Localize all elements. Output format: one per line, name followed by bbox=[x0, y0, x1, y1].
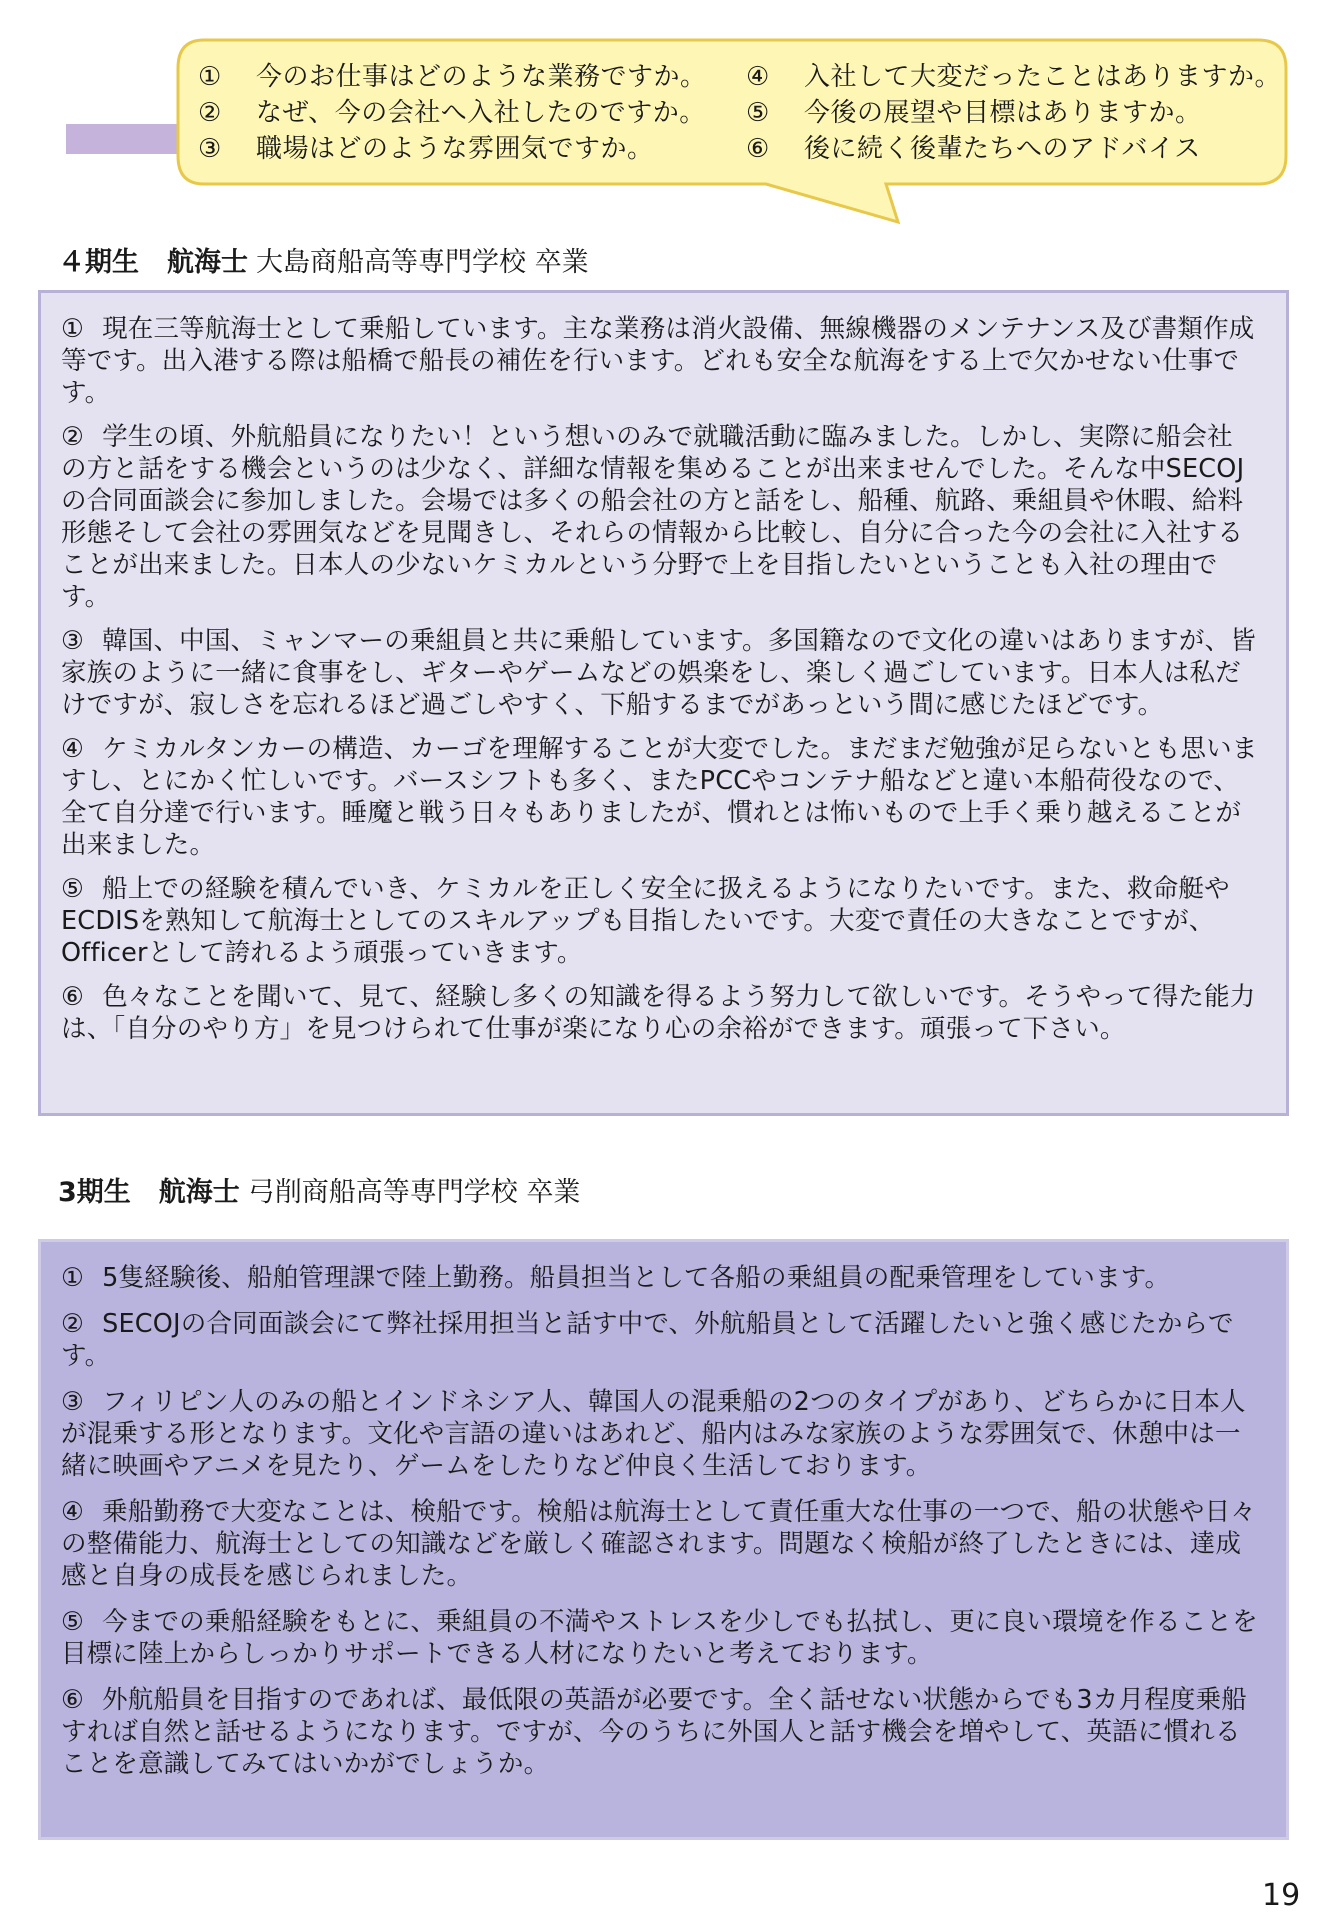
question-list bbox=[198, 60, 1286, 166]
section1-answer-box bbox=[38, 290, 1289, 1116]
section1-heading bbox=[58, 246, 589, 280]
answer-paragraph: ⑤ 今までの乗船経験をもとに、乗組員の不満やストレスを少しでも払拭し、更に良い環境を作ることを目標に陸上からしっかりサポートできる人材になりたいと考えております。 bbox=[61, 1607, 1258, 1669]
answer-paragraph: ⑥ 外航船員を目指すのであれば、最低限の英語が必要です。全く話せない状態からでも3カ月程度乗船すれば自然と話せるようになります。ですが、今のうちに外国人と話す機会を増やして、英語に慣れることを意識してみてはいかがでしょうか。 bbox=[61, 1685, 1247, 1779]
answer-paragraph: ② SECOJの合同面談会にて弊社採用担当と話す中で、外航船員として活躍したいと強く感じたからです。 bbox=[61, 1309, 1234, 1371]
answer-paragraph: ⑥ 色々なことを聞いて、見て、経験し多くの知識を得るよう努力して欲しいです。そうやって得た能力は、「自分のやり方」を見つけられて仕事が楽になり心の余裕ができます。頑張って下さい。 bbox=[61, 982, 1256, 1044]
section2-generation: 3期生 bbox=[58, 1177, 131, 1208]
answer-paragraph: ① 現在三等航海士として乗船しています。主な業務は消火設備、無線機器のメンテナンス及び書類作成等です。出入港する際は船橋で船長の補佐を行います。どれも安全な航海をする上で欠かせない仕事です。 bbox=[61, 314, 1255, 408]
answer-paragraph: ④ 乗船勤務で大変なことは、検船です。検船は航海士として責任重大な仕事の一つで、船の状態や日々の整備能力、航海士としての知識などを厳しく確認されます。問題なく検船が終了したときには、達成感と自身の成長を感じられました。 bbox=[61, 1497, 1257, 1591]
question-item: ④ 入社して大変だったことはありますか。 bbox=[746, 62, 1282, 92]
answer-paragraph: ③ フィリピン人のみの船とインドネシア人、韓国人の混乗船の2つのタイプがあり、どちらかに日本人が混乗する形となります。文化や言語の違いはあれど、船内はみな家族のような雰囲気で、休憩中は一緒に映画やアニメを見たり、ゲームをしたりなど仲良く生活しております。 bbox=[61, 1387, 1246, 1481]
answer-paragraph: ⑤ 船上での経験を積んでいき、ケミカルを正しく安全に扱えるようになりたいです。また、救命艇やECDISを熟知して航海士としてのスキルアップも目指したいです。大変で責任の大きなことですが、Officerとして誇れるよう頑張っていきます。 bbox=[61, 874, 1230, 968]
question-item: ③ 職場はどのような雰囲気ですか。 bbox=[198, 134, 654, 164]
question-item: ⑤ 今後の展望や目標はありますか。 bbox=[746, 98, 1202, 128]
question-item: ① 今のお仕事はどのような業務ですか。 bbox=[198, 62, 707, 92]
section2-school: 弓削商船高等専門学校 卒業 bbox=[247, 1177, 581, 1208]
question-bubble bbox=[176, 38, 1288, 224]
section2-answer-box bbox=[38, 1239, 1289, 1840]
answer-paragraph: ① 5隻経験後、船舶管理課で陸上勤務。船員担当として各船の乗組員の配乗管理をしています。 bbox=[61, 1263, 1171, 1293]
page-number: 19 bbox=[1262, 1878, 1301, 1913]
answer-paragraph: ④ ケミカルタンカーの構造、カーゴを理解することが大変でした。まだまだ勉強が足らないとも思いますし、とにかく忙しいです。バースシフトも多く、またPCCやコンテナ船などと違い本船荷役なので、全て自分達で行います。睡魔と戦う日々もありましたが、慣れとは怖いもので上手く乗り越えることが出来ました。 bbox=[61, 734, 1258, 860]
section2-role: 航海士 bbox=[158, 1177, 240, 1208]
section1-generation: ４期生 bbox=[58, 247, 139, 278]
accent-bar bbox=[66, 124, 190, 154]
answer-paragraph: ② 学生の頃、外航船員になりたい！という想いのみで就職活動に臨みました。しかし、実際に船会社の方と話をする機会というのは少なく、詳細な情報を集めることが出来ませんでした。そんな中SECOJ の合同面談会に参加しました。会場では多くの船会社の方と話をし、船種、航路、乗組員や休暇、給料形態そして会社の雰囲気などを見聞きし、それらの情報から比較し、自分に合った今の会社に入社することが出来ました。日本人の少ないケミカルという分野で上を目指したいということも入社の理由です。 bbox=[61, 422, 1245, 612]
section1-school: 大島商船高等専門学校 卒業 bbox=[256, 247, 589, 278]
question-item: ② なぜ、今の会社へ入社したのですか。 bbox=[198, 98, 706, 128]
section2-heading bbox=[58, 1176, 580, 1210]
answer-paragraph: ③ 韓国、中国、ミャンマーの乗組員と共に乗船しています。多国籍なので文化の違いはありますが、皆家族のように一緒に食事をし、ギターやゲームなどの娯楽をし、楽しく過ごしています。日本人は私だけですが、寂しさを忘れるほど過ごしやすく、下船するまでがあっという間に感じたほどです。 bbox=[61, 626, 1257, 720]
question-item: ⑥ 後に続く後輩たちへのアドバイス bbox=[746, 134, 1201, 164]
section1-role: 航海士 bbox=[167, 247, 248, 278]
